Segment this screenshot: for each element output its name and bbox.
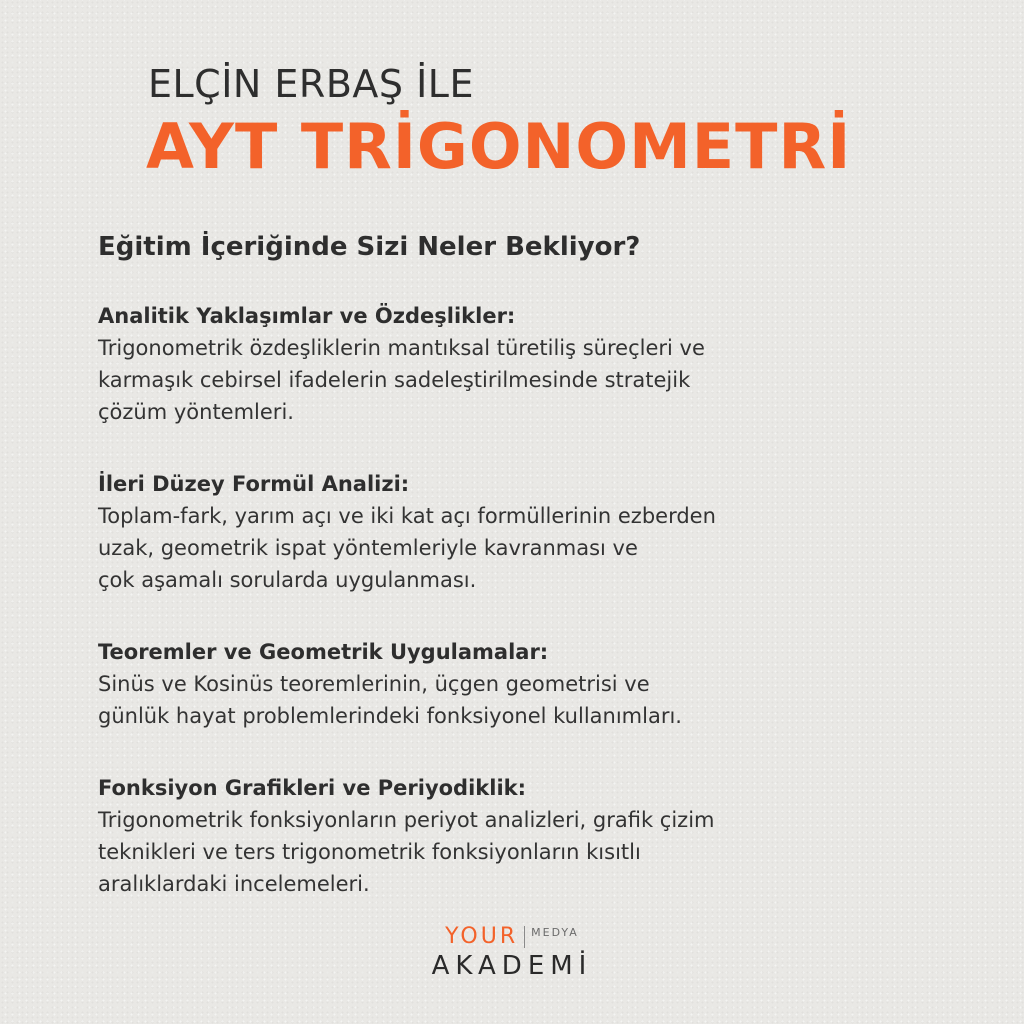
main-title: AYT TRİGONOMETRİ (146, 110, 852, 183)
logo-medya-text: MEDYA (531, 926, 579, 939)
section-line: Toplam-fark, yarım açı ve iki kat açı formüllerinin ezberden (98, 504, 716, 528)
logo-your-text: YOUR (445, 924, 519, 949)
section-heading: Fonksiyon Grafikleri ve Periyodiklik: (98, 776, 527, 800)
section-line: Sinüs ve Kosinüs teoremlerinin, üçgen geometrisi ve (98, 672, 650, 696)
logo-divider (524, 926, 525, 948)
section-heading: İleri Düzey Formül Analizi: (98, 472, 410, 496)
supertitle: ELÇİN ERBAŞ İLE (148, 62, 474, 106)
section-line: Trigonometrik fonksiyonların periyot analizleri, grafik çizim (98, 808, 715, 832)
section-line: Trigonometrik özdeşliklerin mantıksal türetiliş süreçleri ve (98, 336, 705, 360)
section-line: çok aşamalı sorularda uygulanması. (98, 568, 477, 592)
your-akademi-logo (0, 924, 1024, 981)
section-line: teknikleri ve ters trigonometrik fonksiyonların kısıtlı (98, 840, 641, 864)
logo-wordmark (445, 924, 579, 949)
content-question-heading: Eğitim İçeriğinde Sizi Neler Bekliyor? (98, 232, 641, 262)
section-theorems-geometric-applications (98, 636, 958, 732)
logo-akademi-text: AKADEMİ (431, 951, 593, 981)
section-line: günlük hayat problemlerindeki fonksiyonel kullanımları. (98, 704, 682, 728)
section-heading: Analitik Yaklaşımlar ve Özdeşlikler: (98, 304, 516, 328)
section-advanced-formula-analysis (98, 468, 958, 596)
section-line: çözüm yöntemleri. (98, 400, 294, 424)
content-sections (98, 300, 958, 940)
section-line: aralıklardaki incelemeleri. (98, 872, 370, 896)
section-heading: Teoremler ve Geometrik Uygulamalar: (98, 640, 549, 664)
section-line: uzak, geometrik ispat yöntemleriyle kavranması ve (98, 536, 638, 560)
section-analytic-approaches (98, 300, 958, 428)
section-function-graphs-periodicity (98, 772, 958, 900)
section-line: karmaşık cebirsel ifadelerin sadeleştirilmesinde stratejik (98, 368, 691, 392)
